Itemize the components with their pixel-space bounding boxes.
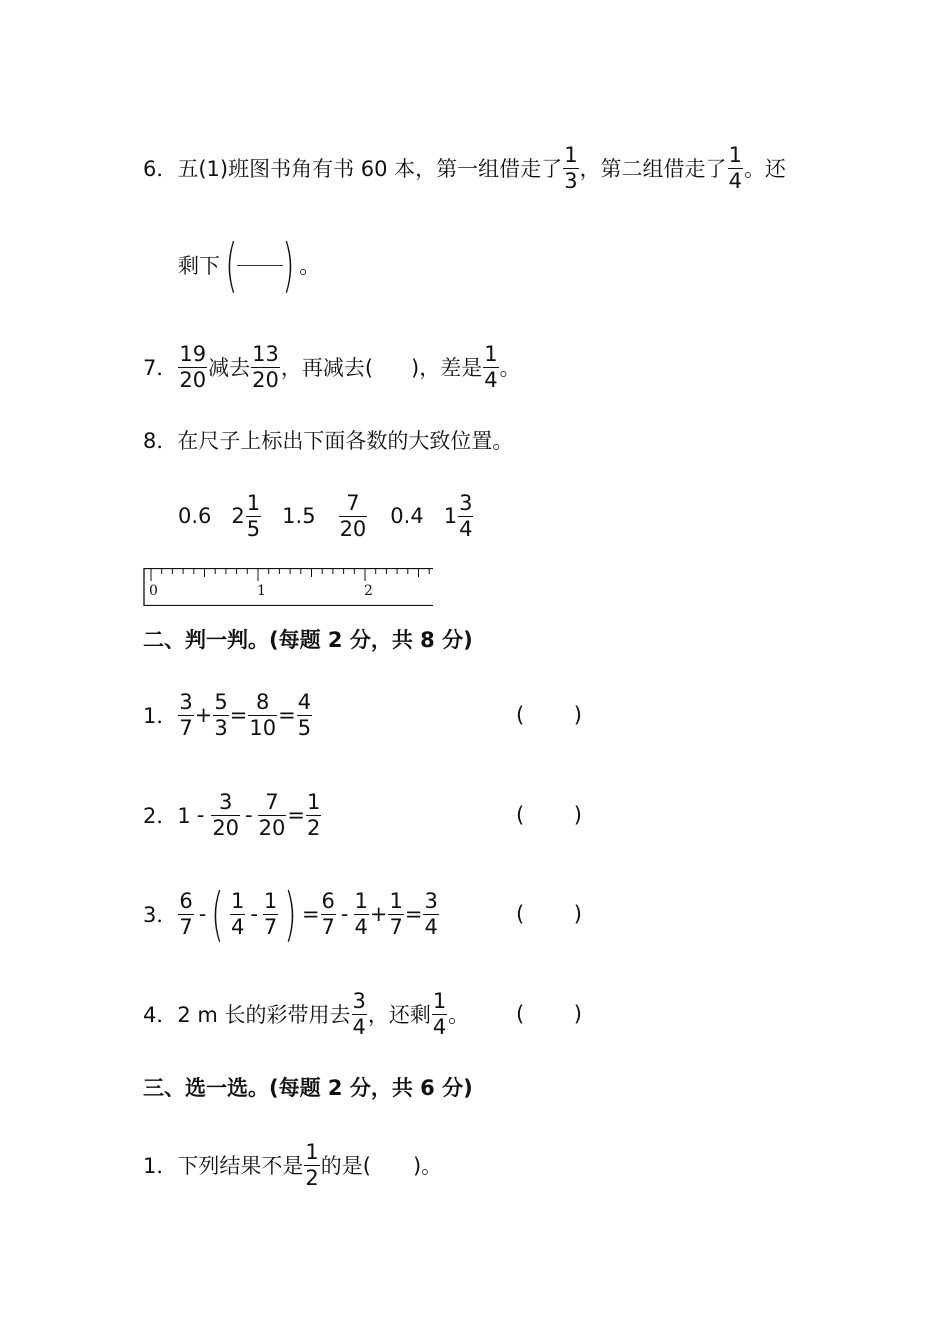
q8-number-c: 1.5 — [282, 504, 316, 528]
ruler-label-1: 1 — [257, 583, 266, 599]
ruler-ticks — [151, 568, 429, 581]
judge-2-answer-box[interactable]: ( ) — [516, 803, 582, 827]
q6-line2 — [178, 230, 320, 300]
judge-3: 3． $\frac{6}{7}$ - ( $\frac{1}{4}$ - $\frac{1}{7}$ ) = $\frac{6}{7}$ - $\frac{1}{4}$ + $\frac{1}{7}$ = $\frac{3}{4}$ — [143, 880, 438, 948]
j3-frac-c: $\frac{1}{7}$ — [263, 888, 278, 939]
q7-fraction-2: $\frac{13}{20}$ — [252, 341, 279, 392]
q6-line2-prefix: 剩下 — [178, 254, 220, 278]
judge-4-answer-box[interactable]: ( ) — [516, 1002, 582, 1026]
judge-1-answer-box[interactable]: ( ) — [516, 703, 582, 727]
q7-text-1: 减去 — [208, 356, 251, 380]
q6-mid: ，第二组借走了 — [579, 157, 727, 181]
q8-number-e: 0.4 — [390, 504, 424, 528]
j1-frac-a: $\frac{3}{7}$ — [179, 689, 193, 740]
j4-frac-a: $\frac{3}{4}$ — [352, 988, 366, 1039]
j1-frac-c: $\frac{8}{10}$ — [249, 689, 277, 740]
q8-text: 8．在尺子上标出下面各数的大致位置。 — [143, 429, 514, 453]
q6-suffix: 。还 — [743, 157, 786, 181]
j2-frac-b: $\frac{7}{20}$ — [258, 789, 286, 840]
section2-title-text: 二、判一判。(每题 2 分，共 8 分) — [143, 628, 473, 652]
j3-frac-f: $\frac{1}{7}$ — [389, 888, 403, 939]
q7-fraction-3: $\frac{1}{4}$ — [484, 341, 498, 392]
section3-title — [143, 1052, 473, 1122]
j3-frac-a: $\frac{6}{7}$ — [179, 888, 193, 939]
q6-fraction-1: $\frac{1}{3}$ — [564, 142, 578, 193]
q8-numbers — [178, 481, 474, 551]
q6-line1 — [143, 133, 786, 203]
q7-text-2: ，再减去( — [280, 356, 374, 380]
judge-4: 4．2 m 长的彩带用去 $\frac{3}{4}$ ，还剩 $\frac{1}{4}$ 。 — [143, 988, 470, 1039]
q6-prefix: 6．五(1)班图书角有书 60 本，第一组借走了 — [143, 157, 563, 181]
q8-number-b-fraction: $\frac{1}{5}$ — [246, 490, 261, 541]
q8-number-a: 0.6 — [178, 504, 212, 528]
section2-title — [143, 604, 473, 674]
choice-1: 1．下列结果不是 $\frac{1}{2}$ 的是( )。 — [143, 1139, 443, 1190]
q8-number-d-fraction: $\frac{7}{20}$ — [339, 490, 367, 541]
section3-title-text: 三、选一选。(每题 2 分，共 6 分) — [143, 1076, 473, 1100]
j3-frac-e: $\frac{1}{4}$ — [354, 888, 368, 939]
j4-frac-b: $\frac{1}{4}$ — [432, 988, 447, 1039]
q7-text-3: )，差是 — [411, 356, 483, 380]
judge-3-answer-box[interactable]: ( ) — [516, 902, 582, 926]
q6-fraction-2: $\frac{1}{4}$ — [728, 142, 742, 193]
q7-line — [143, 332, 521, 402]
judge-1: 1． $\frac{3}{7}$ + $\frac{5}{3}$ = $\frac{8}{10}$ = $\frac{4}{5}$ — [143, 689, 312, 740]
j2-frac-a: $\frac{3}{20}$ — [212, 789, 240, 840]
ruler[interactable] — [143, 568, 433, 606]
q8-number-f-whole: 1 — [443, 504, 458, 528]
q8-number-b-whole: 2 — [231, 504, 245, 528]
c1-fraction: $\frac{1}{2}$ — [305, 1139, 319, 1190]
j1-frac-b: $\frac{5}{3}$ — [214, 689, 228, 740]
j3-frac-d: $\frac{6}{7}$ — [321, 888, 335, 939]
q8-line — [143, 405, 513, 475]
j2-frac-c: $\frac{1}{2}$ — [306, 789, 321, 840]
q6-line2-suffix: 。 — [299, 254, 321, 278]
j1-frac-e: $\frac{4}{5}$ — [297, 689, 312, 740]
ruler-label-0: 0 — [149, 583, 158, 599]
judge-2: 2．1 - $\frac{3}{20}$ - $\frac{7}{20}$ = $\frac{1}{2}$ — [143, 789, 321, 840]
ruler-label-2: 2 — [364, 583, 373, 599]
q6-answer-blank[interactable]: ( ) — [225, 231, 295, 299]
q7-number: 7． — [143, 356, 178, 380]
j3-frac-b: $\frac{1}{4}$ — [230, 888, 245, 939]
q7-fraction-1: $\frac{19}{20}$ — [179, 341, 207, 392]
j3-frac-g: $\frac{3}{4}$ — [424, 888, 438, 939]
q7-text-4: 。 — [499, 356, 521, 380]
q8-number-f-fraction: $\frac{3}{4}$ — [459, 490, 473, 541]
